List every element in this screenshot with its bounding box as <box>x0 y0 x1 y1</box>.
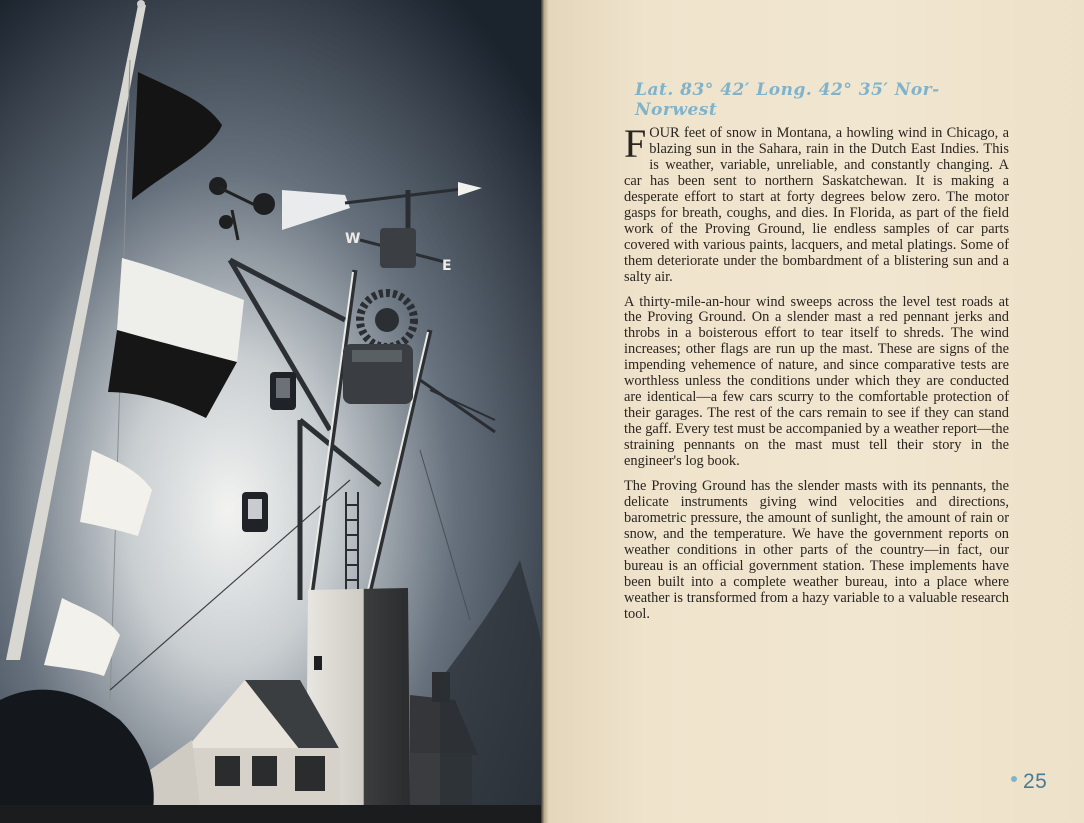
bullet-dot-icon <box>1011 776 1017 782</box>
paragraph-3: The Proving Ground has the slender masts with its pennants, the delicate instruments giving wind velocities and directions, barometric pressure, the amount of sunlight, the amount of rain or snow, and the temperature. We have the government reports on weather conditions in other parts of the country—in fact, our bureau is an official government station. These implements have been built into a complete weather bureau, into a place where weather is transformed from a hazy variable to a valuable research tool. <box>624 478 1009 622</box>
page-number-text: 25 <box>1023 770 1048 793</box>
page-number <box>1011 770 1047 794</box>
body-text <box>624 121 1009 632</box>
paragraph-1-text: OUR feet of snow in Montana, a howling wind in Chicago, a blazing sun in the Sahara, rain in the Dutch East Indies. This is weather, variable, unreliable, and constantly changing. A car has been sent to northern Saskatchewan. It is making a desperate effort to start at forty degrees below zero. The motor gasps for breath, coughs, and dies. In Florida, as part of the field work of the Proving Ground, lie endless samples of car parts covered with various paints, lacquers, and metal platings. Some of them deteriorate under the bombardment of a blistering sun and a salty air. <box>624 125 1009 285</box>
text-page <box>549 0 1084 823</box>
ground <box>0 805 545 823</box>
vane-letter-e: E <box>442 258 452 274</box>
anemometer-cup <box>209 177 227 195</box>
paragraph-2: A thirty-mile-an-hour wind sweeps across the level test roads at the Proving Ground. On a slender mast a red pennant jerks and throbs in a boisterous effort to tear itself to shreds. The wind increases; other flags are run up the mast. These are signs of the impending vehemence of nature, and since comparative tests are worthless unless the conditions under which they are conducted are identical—a few cars scurry to the comfortable protection of their garages. The rest of the cars remain to see if they can stand the gaff. Every test must be accompanied by a weather report—the straining pennants on the mast must tell their story in the engineer's log book. <box>624 293 1009 470</box>
drop-cap: F <box>624 121 647 166</box>
vane-letter-w: W <box>345 231 361 247</box>
paragraph-1 <box>624 121 1009 286</box>
coordinates-heading: Lat. 83° 42′ Long. 42° 35′ Nor-Norwest <box>635 80 940 120</box>
book-gutter <box>541 0 549 823</box>
